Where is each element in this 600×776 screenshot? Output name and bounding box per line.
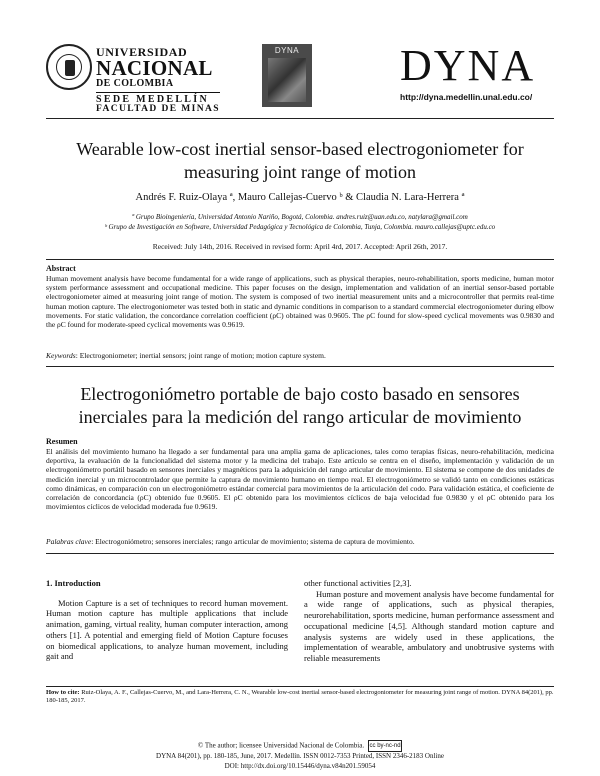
keywords-label: Keywords bbox=[46, 351, 76, 360]
cover-title: DYNA bbox=[274, 46, 300, 55]
affiliation-b: ᵇ Grupo de Investigación en Software, Universidad Pedagógica y Tecnológica de Colombia, Tunja, Colombia. mauro.callejas@uptc.edu.co bbox=[104, 223, 496, 231]
how-to-cite-text: Ruiz-Olaya, A. F., Callejas-Cuervo, M., and Lara-Herrera, C. N., Wearable low-cost inertial sensor-based electrogoniometer for measuring joint range of motion. DYNA 84(201), pp. 180-185, 2017. bbox=[46, 689, 554, 704]
intro-paragraph-2: Human posture and movement analysis have become fundamental for a wide range of applications, such as physical therapies, neurorehabilitation, sports medicine, human performance assessment and occupational medicine [4,5]. Although standard motion capture and analysis systems are widely used in these applications, the implementation of wearable, ambulatory and unobtrusive systems with reliable measurements bbox=[304, 588, 554, 663]
university-line2: NACIONAL bbox=[96, 56, 213, 80]
keywords-en bbox=[46, 351, 554, 360]
journal-url[interactable]: http://dyna.medellin.unal.edu.co/ bbox=[400, 92, 533, 102]
section-heading-introduction: 1. Introduction bbox=[46, 578, 101, 588]
license-text: © The author; licensee Universidad Nacional de Colombia. bbox=[197, 741, 365, 750]
journal-name: DYNA bbox=[400, 41, 536, 90]
right-column bbox=[304, 578, 554, 664]
left-column bbox=[46, 578, 288, 662]
keywords-es bbox=[46, 537, 554, 546]
intro-continuation: other functional activities [2,3]. bbox=[304, 578, 412, 588]
cover-artwork bbox=[268, 58, 306, 102]
palabras-clave-values: : Electrogoniómetro; sensores inerciales; rango articular de movimiento; sistema de captura de movimiento. bbox=[91, 537, 415, 546]
university-line3: DE COLOMBIA bbox=[96, 78, 174, 89]
resumen-text: El análisis del movimiento humano ha llegado a ser fundamental para una amplia gama de aplicaciones, tales como terapias físicas, neuro-rehabilitación, medicina deportiva, la evaluación de la funcionalidad del sistema motor y la medicina del trabajo. Este artículo se centra en el diseño, implementación y validación de un electrogoniómetro portátil basado en sensores inerciales y magnéticos para la adquisición del rango articular de movimiento. El sistema se compone de dos unidades de medición inercial y un microcontrolador que permite la captura de movimiento humano en tiempo real. El electrogoniómetro se validó tanto en condiciones estáticas como dinámicas, en comparación con un electrogoniómetro estándar comercial para movimientos de la articulación del codo. Para validación estática, el coeficiente de correlación de concordancia (ρC) obtenido fue 0.9605. El ρC obtenido para los movimientos cíclicos de baja velocidad fue 0.9830 y el ρC obtenido para los movimientos cíclicos de velocidad moderada fue 0.9619. bbox=[46, 447, 554, 512]
footer-doi[interactable]: DOI: http://dx.doi.org/10.15446/dyna.v84n201.59054 bbox=[224, 762, 376, 770]
author-list: Andrés F. Ruiz-Olaya ª, Mauro Callejas-Cuervo ᵇ & Claudia N. Lara-Herrera ª bbox=[135, 192, 465, 203]
resumen-heading: Resumen bbox=[46, 437, 78, 446]
abstract-bottom-divider bbox=[46, 366, 554, 367]
palabras-clave-label: Palabras clave bbox=[46, 537, 92, 546]
received-dates: Received: July 14th, 2016. Received in revised form: April 4rd, 2017. Accepted: April 26th, 2017. bbox=[152, 242, 448, 251]
how-to-cite bbox=[46, 686, 554, 705]
university-logo bbox=[96, 46, 220, 115]
university-seal-icon bbox=[46, 44, 92, 90]
footer-citation: DYNA 84(201), pp. 180-185, June, 2017. Medellín. ISSN 0012-7353 Printed, ISSN 2346-2183 Online bbox=[156, 752, 444, 760]
header-divider bbox=[46, 118, 554, 119]
abstract-heading: Abstract bbox=[46, 264, 76, 273]
how-to-cite-label: How to cite: bbox=[46, 689, 80, 696]
cc-license-badge[interactable]: cc by-nc-nd bbox=[368, 740, 402, 752]
intro-paragraph-1: Motion Capture is a set of techniques to record human movement. Human motion capture has multiple applications that include animation, gaming, virtual reality, human computer interaction, among others [1]. A potential and emerging field of Motion Capture focuses on biomedical applications, to analyze human movement, including gait and bbox=[46, 597, 288, 662]
abstract-text: Human movement analysis have become fundamental for a wide range of applications, such as physical therapies, neuro-rehabilitation, sports medicine, human motor system performance assessment and occupational medicine. This paper focuses on the design, implementation and validation of an inertial sensor-based portable electrogoniometer aimed at measuring joint range of motion. The system is composed of two inertial measurement units and a microcontroller that permits real-time human motion capture. The electrogoniometer was tested both in static and dynamic conditions in comparison to a standard commercial electrogoniometer during elbow movements. For static validation, the concordance correlation coefficient (ρC) obtained was 0.9605. The ρC found for slow-speed cyclical movements was 0.9830 and the ρC found for moderate-speed cyclical movements was 0.9619. bbox=[46, 274, 554, 330]
university-sede: SEDE MEDELLÍN bbox=[96, 92, 220, 105]
paper-title-spanish: Electrogoniómetro portable de bajo costo basado en sensores inerciales para la medición del rango articular de movimiento bbox=[78, 384, 522, 427]
journal-logo bbox=[400, 41, 536, 102]
keywords-values: : Electrogoniometer; inertial sensors; joint range of motion; motion capture system. bbox=[75, 351, 326, 360]
abstract-top-divider bbox=[46, 259, 554, 260]
journal-header bbox=[0, 0, 600, 122]
resumen-bottom-divider bbox=[46, 553, 554, 554]
affiliation-a: ª Grupo Bioingeniería, Universidad Antonio Nariño, Bogotá, Colombia. andres.ruiz@uan.edu.co, natylara@gmail.com bbox=[132, 213, 468, 221]
university-line1: UNIVERSIDAD bbox=[96, 45, 188, 59]
journal-cover-image bbox=[262, 44, 312, 107]
university-facultad: FACULTAD DE MINAS bbox=[96, 104, 220, 114]
license-line bbox=[46, 740, 554, 752]
affiliations bbox=[46, 212, 554, 232]
paper-title-english: Wearable low-cost inertial sensor-based electrogoniometer for measuring joint range of motion bbox=[76, 139, 524, 182]
